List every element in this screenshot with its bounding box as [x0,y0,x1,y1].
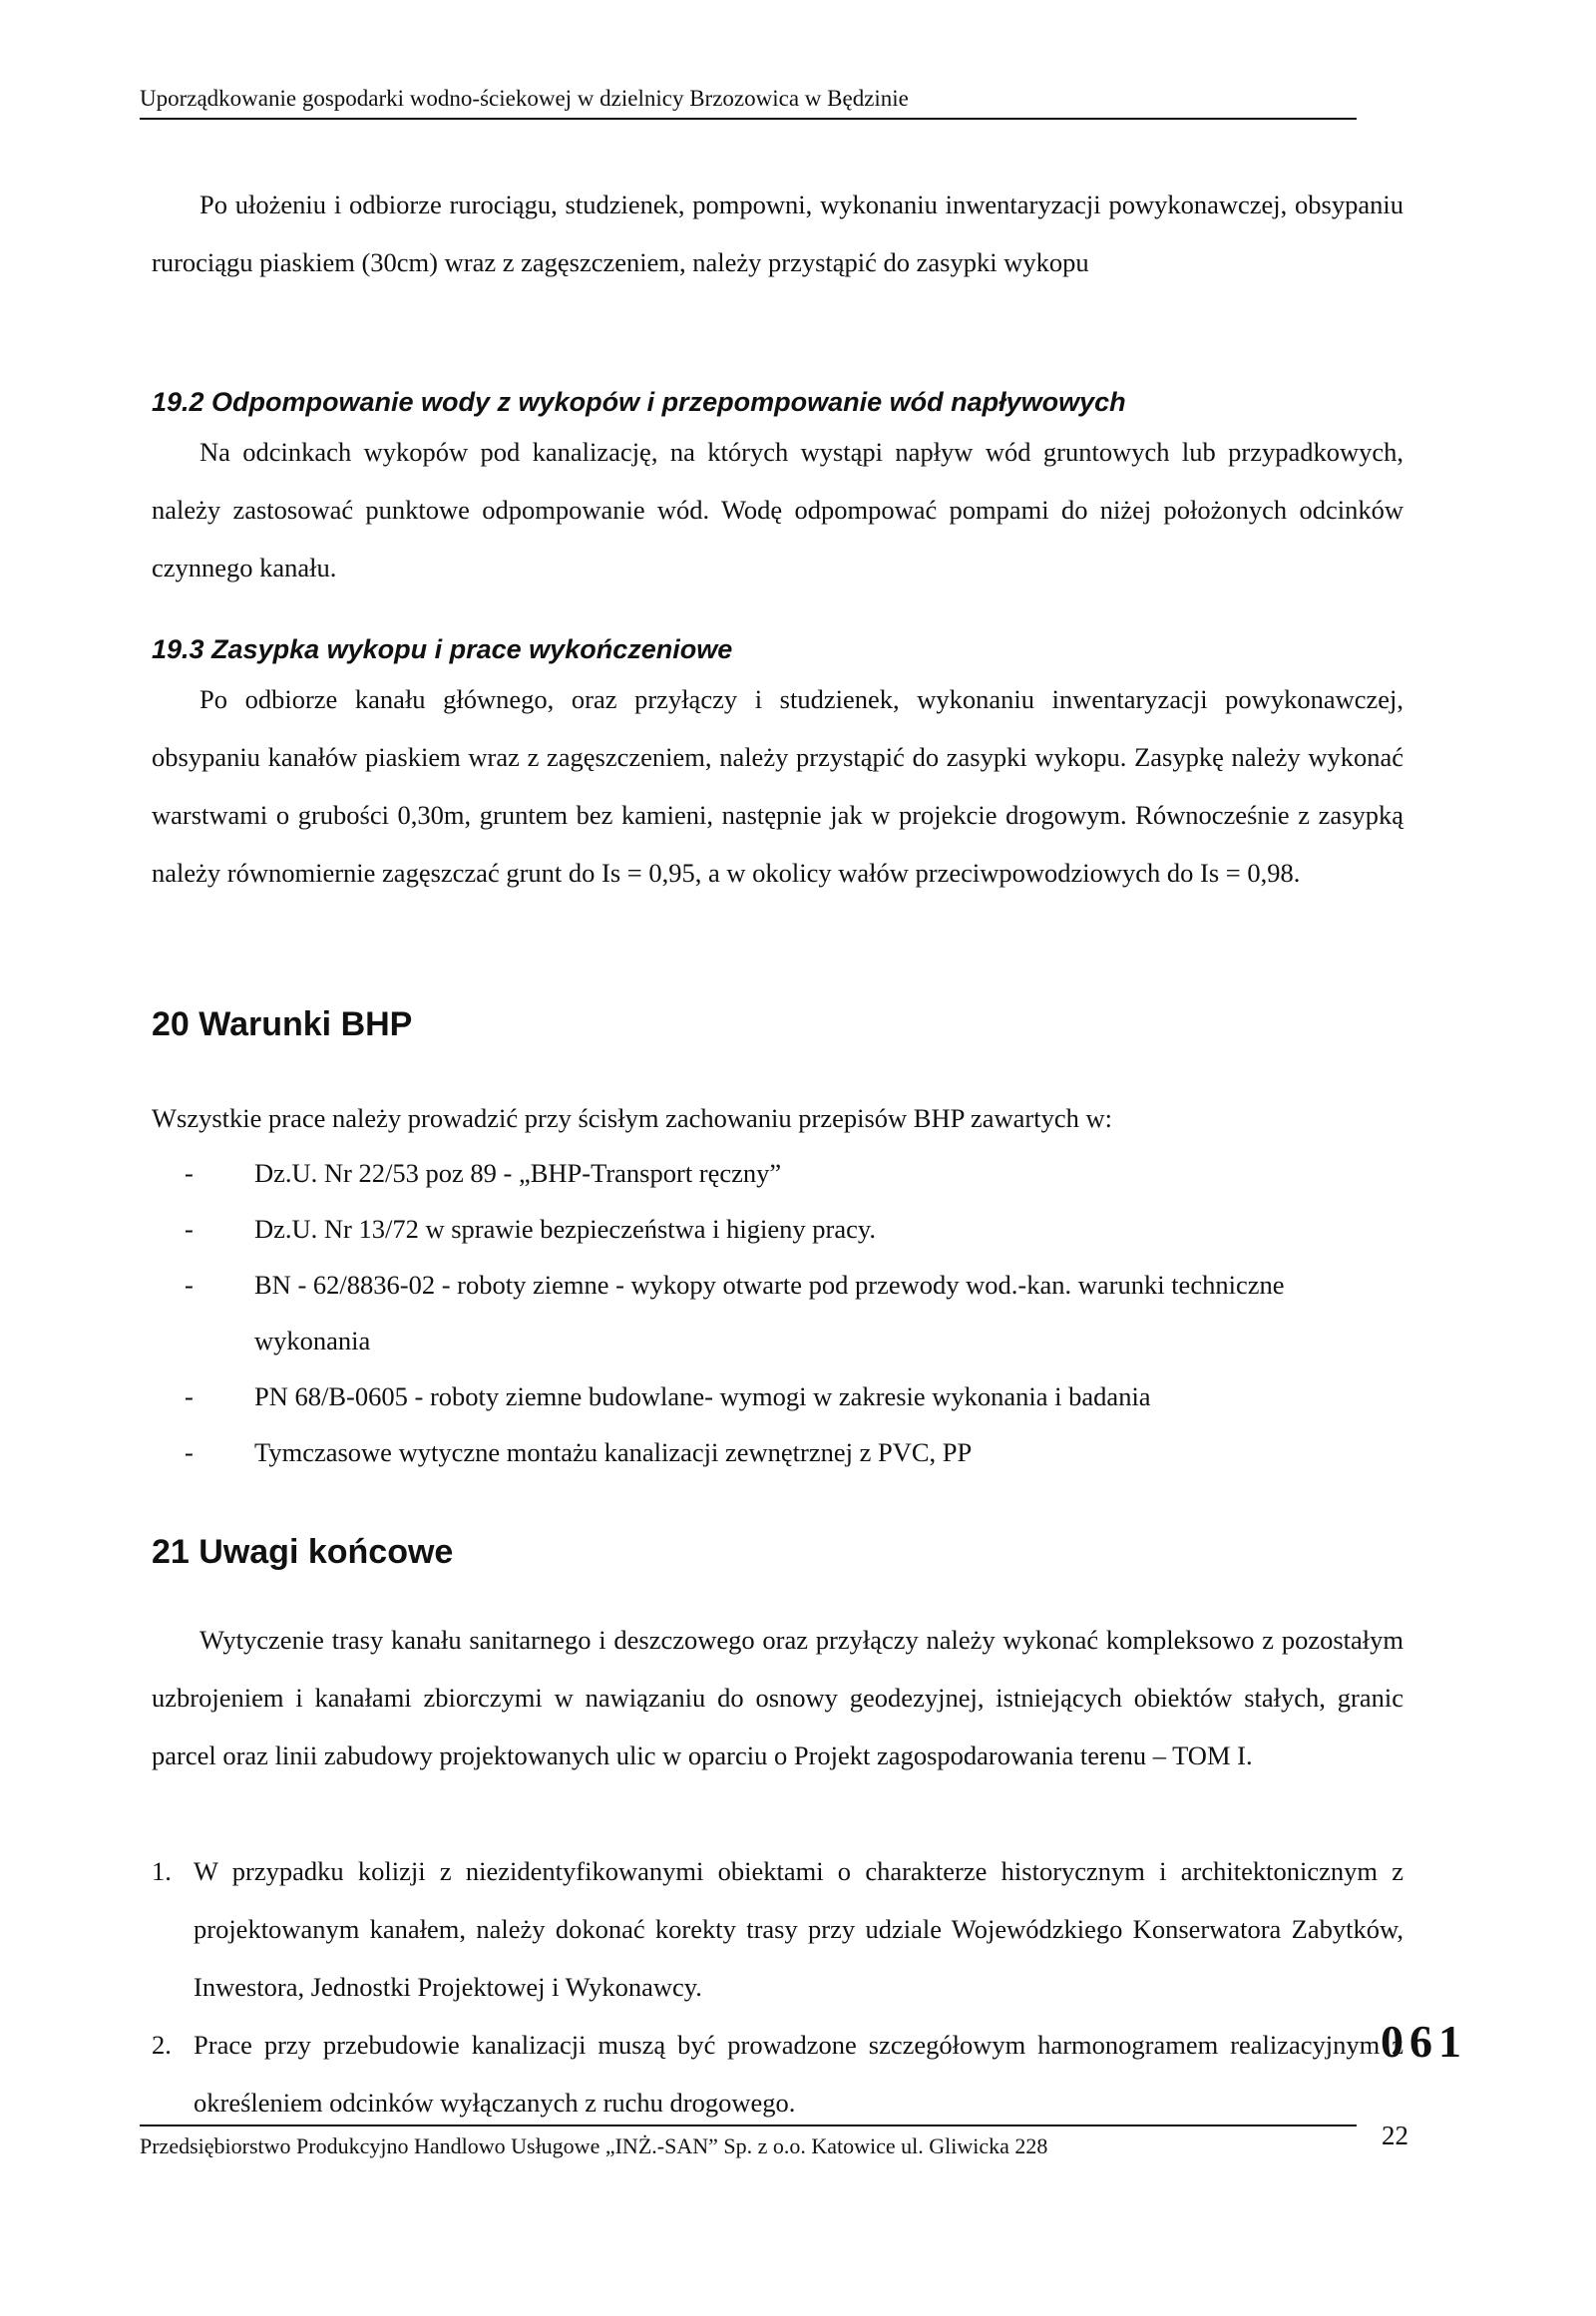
heading-19-3: 19.3 Zasypka wykopu i prace wykończeniowe [152,634,733,664]
list-item [185,1257,1406,1368]
list-dash: - [185,1270,194,1300]
intro-paragraph: Po ułożeniu i odbiorze rurociągu, studzienek, pompowni, wykonaniu inwentaryzacji powykonawczej, obsypaniu rurociągu piaskiem (30cm) wraz z zagęszczeniem, należy przystąpić do zasypki wykopu [152,190,1403,277]
heading-21: 21 Uwagi końcowe [152,1533,454,1571]
list-item [152,2016,1403,2131]
list-item-text: PN 68/B-0605 - roboty ziemne budowlane- wymogi w zakresie wykonania i badania [254,1381,1151,1411]
list-item-text: BN - 62/8836-02 - roboty ziemne - wykopy otwarte pod przewody wod.-kan. warunki techniczne wykonania [254,1270,1285,1355]
paragraph-19-2: Na odcinkach wykopów pod kanalizację, na których wystąpi napływ wód gruntowych lub przypadkowych, należy zastosować punktowe odpompowanie wód. Wodę odpompować pompami do niżej położonych odcinków czynnego kanału. [152,437,1403,582]
paragraph-21-intro: Wytyczenie trasy kanału sanitarnego i deszczowego oraz przyłączy należy wykonać kompleksowo z pozostałym uzbrojeniem i kanałami zbiorczymi w nawiązaniu do osnowy geodezyjnej, istniejących obiektów stałych, granic parcel oraz linii zabudowy projektowanych ulic w oparciu o Projekt zagospodarowania terenu – TOM I. [152,1625,1403,1770]
final-remarks-list [152,1842,1403,2131]
list-number: 1. [152,1856,172,1886]
list-dash: - [185,1437,194,1467]
heading-20: 20 Warunki BHP [152,1005,413,1043]
list-dash: - [185,1158,194,1188]
list-dash: - [185,1214,194,1244]
footer-divider [140,2124,1357,2126]
paragraph-19-3: Po odbiorze kanału głównego, oraz przyłączy i studzienek, wykonaniu inwentaryzacji powykonawczej, obsypaniu kanałów piaskiem wraz z zagęszczeniem, należy przystąpić do zasypki wykopu. Zasypkę należy wykonać warstwami o grubości 0,30m, gruntem bez kamieni, następnie jak w projekcie drogowym. Równocześnie z zasypką należy równomiernie zagęszczać grunt do Is = 0,95, a w okolicy wałów przeciwpowodziowych do Is = 0,98. [152,684,1403,888]
footer-company: Przedsiębiorstwo Produkcyjno Handlowo Usługowe „INŻ.-SAN” Sp. z o.o. Katowice ul. Gliwicka 228 [140,2133,1048,2158]
list-item-text: Prace przy przebudowie kanalizacji muszą być prowadzone szczegółowym harmonogramem realizacyjnym z określeniem odcinków wyłączanych z ruchu drogowego. [194,2030,1403,2118]
list-item-text: Tymczasowe wytyczne montażu kanalizacji zewnętrznej z PVC, PP [254,1437,973,1467]
list-item [185,1145,1406,1201]
running-header: Uporządkowanie gospodarki wodno-ściekowej w dzielnicy Brzozowica w Będzinie [140,84,1357,120]
list-item [152,1842,1403,2016]
list-item [185,1368,1406,1424]
bhp-regulations-list [185,1145,1406,1480]
list-number: 2. [152,2030,172,2060]
heading-19-2: 19.2 Odpompowanie wody z wykopów i przepompowanie wód napływowych [152,387,1126,417]
list-item [185,1424,1406,1480]
page-number: 22 [1382,2121,1408,2150]
document-number-stamp: 061 [1381,2016,1467,2067]
list-item [185,1201,1406,1257]
paragraph-20-intro: Wszystkie prace należy prowadzić przy ścisłym zachowaniu przepisów BHP zawartych w: [152,1103,1112,1133]
list-item-text: W przypadku kolizji z niezidentyfikowanymi obiektami o charakterze historycznym i architektonicznym z projektowanym kanałem, należy dokonać korekty trasy przy udziale Wojewódzkiego Konserwatora Zabytków, Inwestora, Jednostki Projektowej i Wykonawcy. [194,1856,1403,2002]
list-item-text: Dz.U. Nr 22/53 poz 89 - „BHP-Transport ręczny” [254,1158,782,1188]
list-item-text: Dz.U. Nr 13/72 w sprawie bezpieczeństwa i higieny pracy. [254,1214,877,1244]
list-dash: - [185,1381,194,1411]
